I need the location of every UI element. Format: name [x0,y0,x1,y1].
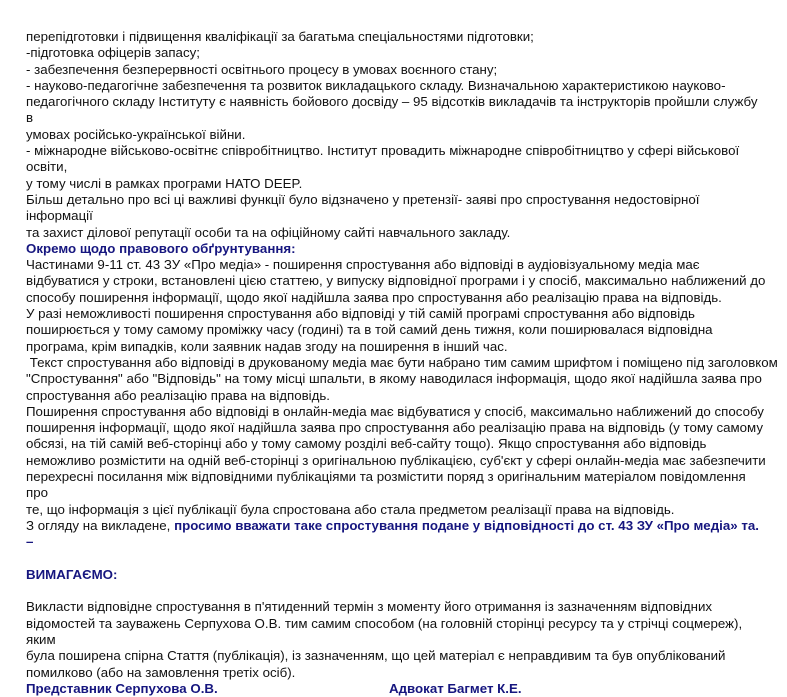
demand-line: була поширена спірна Стаття (публікація), із зазначенням, що цей матеріал є неправдивим та був опублікований [26,648,726,664]
demand-heading: ВИМАГАЄМО: [26,566,118,582]
intro-line: перепідготовки і підвищення кваліфікації за багатьма спеціальностями підготовки; [26,29,534,44]
legal-line: програма, крім випадків, коли заявник надав згоду на поширення в інший час. [26,338,508,354]
spacer [26,551,766,567]
legal-line: спростування або реалізацію права на відповідь. [26,387,330,403]
conclusion-request: просимо вважати таке спростування подане у відповідності до ст. 43 ЗУ «Про медіа» та. [174,517,759,533]
legal-line: Поширення спростування або відповіді в онлайн-медіа має відбуватися у спосіб, максимально наближений до способу [26,403,764,419]
legal-line: Частинами 9-11 ст. 43 ЗУ «Про медіа» - поширення спростування або відповіді в аудіовізуальному медіа має [26,257,700,273]
legal-line: неможливо розмістити на одній веб-сторінці з оригінальною публікацією, суб'єкт у сфері онлайн-медіа має забезпечити [26,452,766,468]
intro-line: умовах російсько-української війни. [26,126,246,142]
legal-line: "Спростування" або "Відповідь" на тому місці шпальти, в якому наводилася інформація, щодо якої надійшла заява про [26,371,762,387]
intro-line: - міжнародне військово-освітнє співробітництво. Інститут провадить міжнародне співробітництво у сфері військової освіти, [26,143,740,175]
legal-line: поширюється у тому самому проміжку часу (годині) та в той самий день тижня, коли поширювалася відповідна [26,322,713,338]
document-body [26,29,778,697]
signature-representative: Представник Серпухова О.В. [26,680,218,696]
intro-line: -підготовка офіцерів запасу; [26,45,200,61]
intro-line: - науково-педагогічне забезпечення та розвиток викладацького складу. Визначальною характеристикою науково- [26,77,726,93]
legal-line: У разі неможливості поширення спростування або відповіді у тій самій програмі спростування або відповідь [26,306,695,322]
legal-line: відбуватися у строки, встановлені цією статтею, у випуску відповідної програми і у спосіб, максимально наближений до [26,273,766,289]
legal-line: перехресні посилання між відповідними публікаціями та розмістити поряд з оригінальним матеріалом повідомлення про [26,469,746,501]
conclusion-prefix: З огляду на викладене, [26,517,175,533]
intro-line: у тому числі в рамках програми НАТО DEEP. [26,175,303,191]
legal-heading: Окремо щодо правового обґрунтування: [26,240,296,256]
intro-line: педагогічного складу Інституту є наявність бойового досвіду – 95 відсотків викладачів та інструкторів пройшли службу в [26,94,758,126]
signature-row [26,681,766,697]
dash-line: – [26,534,34,550]
demand-line: Викласти відповідне спростування в п'ятиденний термін з моменту його отримання із зазначенням відповідних [26,599,713,615]
demand-line: відомостей та зауважень Серпухова О.В. тим самим способом (на головній сторінці ресурсу та у стрічці соцмереж), яким [26,615,743,647]
legal-line: поширення інформації, щодо якої надійшла заява про спростування або реалізацію права на відповідь (у тому самому [26,420,763,436]
spacer [26,583,766,599]
legal-line: способу поширення інформації, щодо якої надійшла заява про спростування або реалізацію права на відповідь. [26,289,722,305]
legal-line: обсязі, на тій самій веб-сторінці або у тому самому розділі веб-сайту тощо). Якщо спростування або відповідь [26,436,707,452]
intro-line: - забезпечення безперервності освітнього процесу в умовах воєнного стану; [26,61,498,77]
intro-line: Більш детально про всі ці важливі функції було відзначено у претензії- заяві про спростування недостовірної інформації [26,191,700,224]
legal-line: те, що інформація з цієї публікації була спростована або стала предметом реалізації права на відповідь. [26,501,675,517]
conclusion-line [26,518,766,534]
intro-line: та захист ділової репутації особи та на офіційному сайті навчального закладу. [26,224,511,240]
legal-line: Текст спростування або відповіді в друкованому медіа має бути набрано тим самим шрифтом і поміщено під заголовком [26,354,778,370]
demand-line: помилково (або на замовлення третіх осіб). [26,664,296,680]
signature-lawyer: Адвокат Багмет К.Е. [389,680,522,696]
